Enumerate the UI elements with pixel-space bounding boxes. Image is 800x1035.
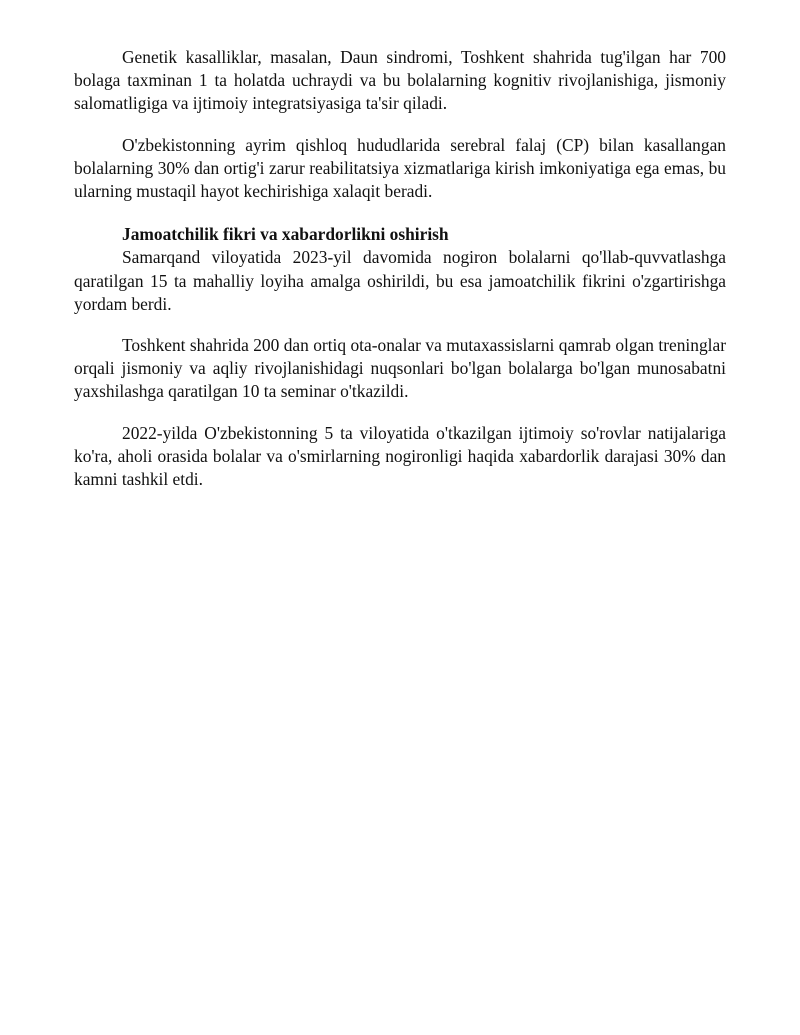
paragraph-genetic-diseases: Genetik kasalliklar, masalan, Daun sindromi, Toshkent shahrida tug'ilgan har 700 bolaga taxminan 1 ta holatda uchraydi va bu bolalarning kognitiv rivojlanishiga, jismoniy salomatligiga va ijtimoiy integratsiyasiga ta'sir qiladi. bbox=[74, 47, 726, 114]
paragraph-tashkent-seminars: Toshkent shahrida 200 dan ortiq ota-onalar va mutaxassislarni qamrab olgan treninglar orqali jismoniy va aqliy rivojlanishidagi nuqsonlari bo'lgan bolalarga bo'lgan munosabatni yaxshilashga qaratilgan 10 ta seminar o'tkazildi. bbox=[74, 335, 726, 402]
paragraph-survey-results: 2022-yilda O'zbekistonning 5 ta viloyatida o'tkazilgan ijtimoiy so'rovlar natijalariga ko'ra, aholi orasida bolalar va o'smirlarning nogironligi haqida xabardorlik darajasi 30% dan kamni tashkil etdi. bbox=[74, 422, 726, 490]
document-page bbox=[74, 46, 726, 491]
section-heading: Jamoatchilik fikri va xabardorlikni oshirish bbox=[122, 224, 449, 245]
paragraph-cerebral-palsy: O'zbekistonning ayrim qishloq hududlarida serebral falaj (CP) bilan kasallangan bolalarning 30% dan ortig'i zarur reabilitatsiya xizmatlariga kirish imkoniyatiga ega emas, bu ularning mustaqil hayot kechirishiga xalaqit beradi. bbox=[74, 134, 726, 202]
paragraph-samarkand-projects: Samarqand viloyatida 2023-yil davomida nogiron bolalarni qo'llab-quvvatlashga qaratilgan 15 ta mahalliy loyiha amalga oshirildi, bu esa jamoatchilik fikrini o'zgartirishga yordam berdi. bbox=[74, 247, 726, 314]
